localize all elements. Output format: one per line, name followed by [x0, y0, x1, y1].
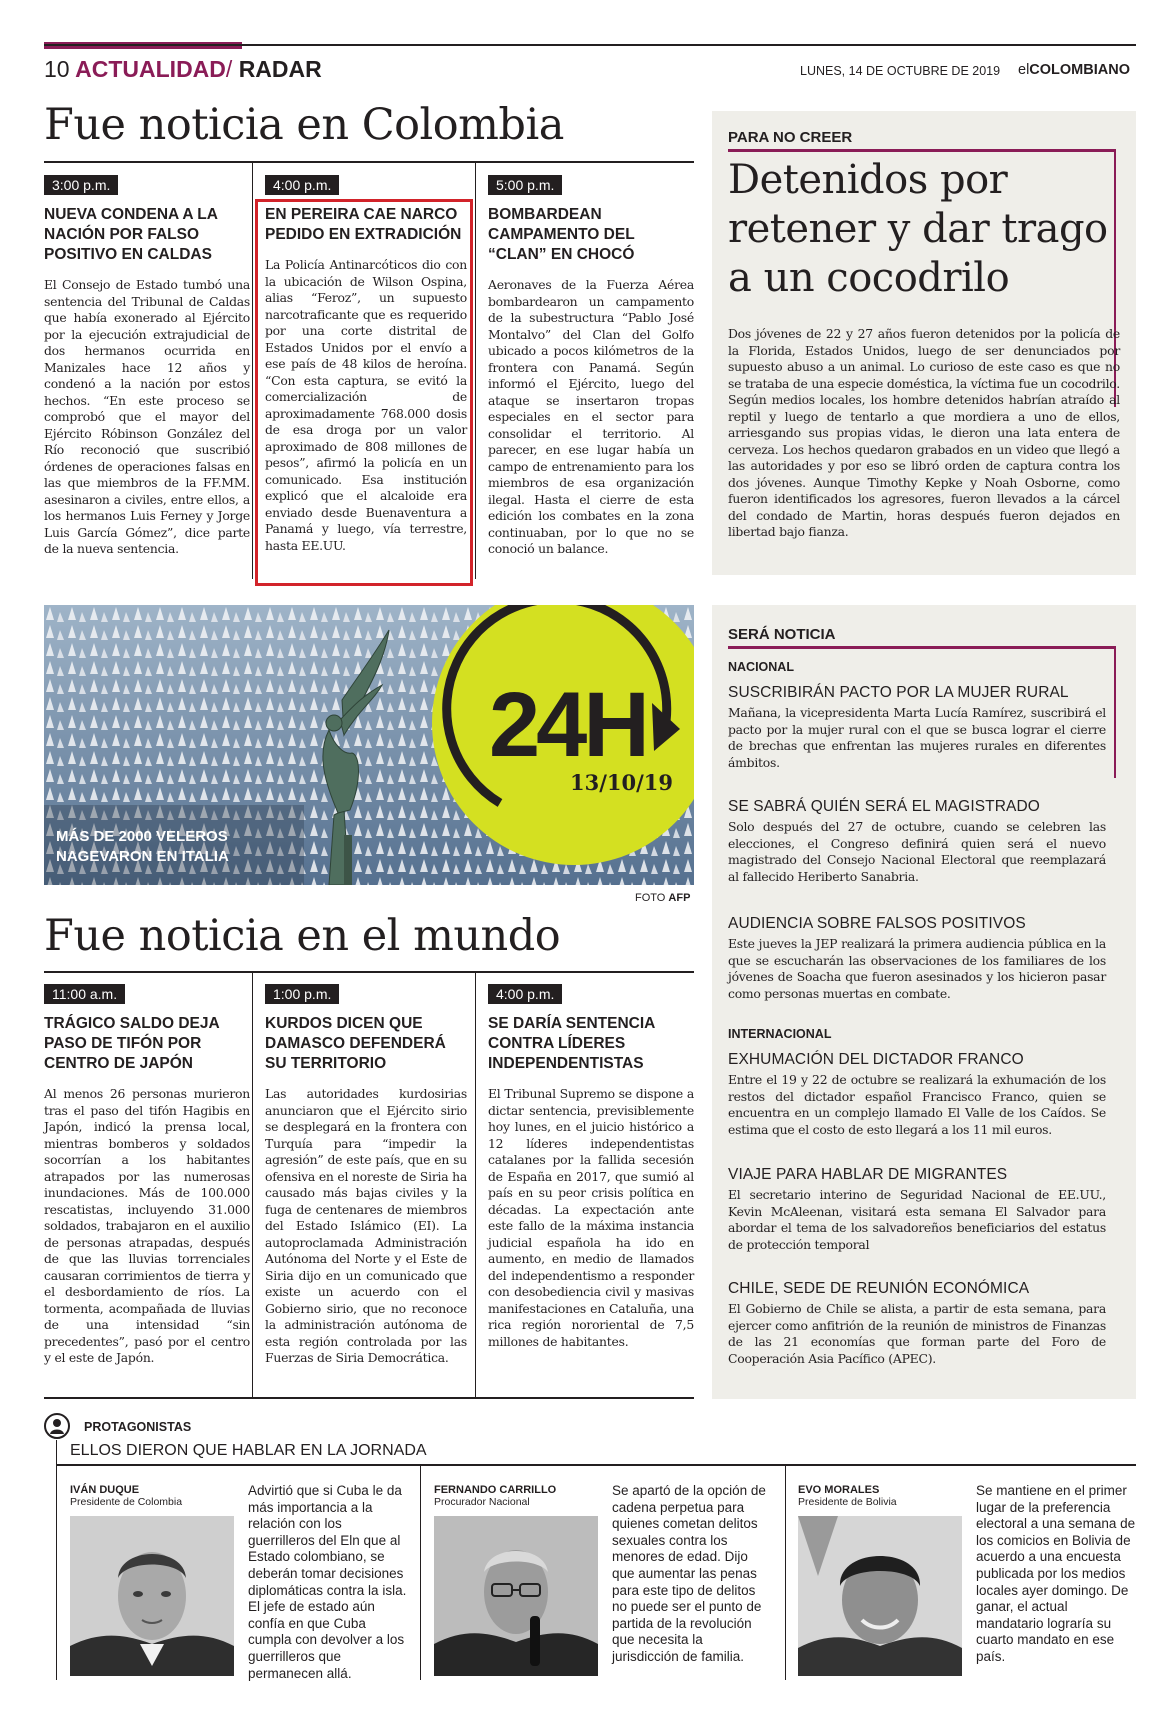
page-number: 10: [44, 56, 70, 82]
para-no-creer-label: PARA NO CREER: [728, 129, 853, 146]
protagonist-role: Presidente de Colombia: [70, 1496, 183, 1508]
story-body: El Tribunal Supremo se dispone a dictar sentencia, previsiblemente hoy lunes, en el juicio histórico a 12 líderes independentistas catalanes por la fallida secesión de España en 2017, que sumió al país en su peor crisis política en décadas. La expectación ante este fallo de la máxima instancia judicial española ha ido en aumento, en medio de llamados del independentismo a responder con desobediencia civil y masivas manifestaciones en Cataluña, una rica región nororiental de 7,5 millones de habitantes.: [488, 1086, 694, 1349]
story-body: Las autoridades kurdosirias anunciaron que el Ejército sirio se desplegará en la frontera con Turquía para “impedir la agresión” de este país, que en su ofensiva en el noreste de Siria ha causado más bajas civiles y la fuga de centenares de miembros del Estado Islámico (EI). La autoproclamada Administración Autónoma del Norte y el Este de Siria dijo en un comunicado que existe un acuerdo con el Gobierno sirio, que no reconoce la administración autónoma de esta región controlada por las Fuerzas de Siria Democrática.: [265, 1086, 467, 1365]
colombia-rule: [44, 161, 694, 163]
internacional-item: [728, 1166, 1106, 1253]
issue-date: LUNES, 14 DE OCTUBRE DE 2019: [800, 64, 1001, 78]
protagonist-name: IVÁN DUQUE: [70, 1484, 140, 1496]
section-name: ACTUALIDAD: [75, 56, 226, 82]
mundo-bottom-rule: [44, 1397, 694, 1399]
duque-portrait: [70, 1516, 234, 1676]
morales-portrait: [798, 1516, 962, 1676]
item-title: AUDIENCIA SOBRE FALSOS POSITIVOS: [728, 915, 1026, 932]
mundo-rule: [44, 971, 694, 973]
protagonist-quote: Se mantiene en el primer lugar de la preferencia electoral a una semana de los comicios en Bolivia de acuerdo a una encuesta publicada por los medios locales ayer domingo. De ganar, el actual mandatario lograría su cuarto mandato en ese país.: [976, 1483, 1136, 1664]
story-headline: TRÁGICO SALDO DEJA PASO DE TIFÓN POR CENTRO DE JAPÓN: [44, 1015, 220, 1072]
sera-noticia-box: [712, 605, 1136, 1399]
mundo-section-title: Fue noticia en el mundo: [44, 911, 561, 961]
box-accent-rule: [728, 149, 1116, 152]
nacional-item: [728, 798, 1106, 885]
column-divider: [475, 161, 476, 579]
box-accent-vrule: [1114, 646, 1116, 778]
photo-caption: MÁS DE 2000 VELEROS NAGEVARON EN ITALIA: [56, 828, 229, 865]
column-divider: [475, 971, 476, 1398]
mundo-story-2: [265, 984, 467, 1367]
para-no-creer-body: Dos jóvenes de 22 y 27 años fueron detenidos por la policía de la Florida, Estados Unidos, luego de ser denunciados por supuesto abuso a un animal. Lo curioso de este caso es que no se trataba de una especie doméstica, la víctima fue un cocodrilo. Según medios locales, los hombre detenidos habrían atraído al reptil y luego de tentarlo a que mordiera a uno de ellos, arriesgando sus propias vidas, le dieron una lata entera de cerveza. Los hechos quedaron grabados en un video que llegó a las autoridades y por eso se libró orden de captura contra los dos jóvenes. Aunque Timothy Kepke y Noah Osborne, como fueron identificados los agresores, fueron llevados a la cárcel del condado de Martin, horas después fueron dejados en libertad bajo fianza.: [728, 326, 1120, 539]
story-headline: EN PEREIRA CAE NARCO PEDIDO EN EXTRADICIÓN: [265, 206, 462, 243]
item-body: El secretario interino de Seguridad Nacional de EE.UU., Kevin McAleenan, visitará esta semana El Salvador para abordar el tema de los salvadoreños beneficiarios del estatus de protección temporal: [728, 1187, 1106, 1252]
person-icon: [44, 1413, 70, 1439]
story-headline: BOMBARDEAN CAMPAMENTO DEL “CLAN” EN CHOCÓ: [488, 206, 635, 263]
internacional-item: [728, 1051, 1106, 1138]
item-title: EXHUMACIÓN DEL DICTADOR FRANCO: [728, 1051, 1024, 1068]
protagonist-quote: Se apartó de la opción de cadena perpetua para quienes cometan delitos sexuales contra los menores de edad. Dijo que aumentar las penas para este tipo de delitos no puede ser el punto de partida de la revolución que necesita la jurisdicción de familia.: [612, 1483, 766, 1664]
sailboats-photo: [44, 605, 694, 885]
protagonistas-vrule: [56, 1440, 57, 1680]
highlight-box: [255, 199, 473, 586]
protagonistas-rule: [56, 1464, 1136, 1466]
story-time: 1:00 p.m.: [265, 984, 339, 1004]
para-no-creer-box: [712, 111, 1136, 575]
story-headline: KURDOS DICEN QUE DAMASCO DEFENDERÁ SU TERRITORIO: [265, 1015, 446, 1072]
protagonist-morales: [798, 1484, 897, 1508]
nacional-item: [728, 684, 1106, 771]
protagonist-quote: Advirtió que si Cuba le da más importancia a la relación con los guerrilleros del Eln que al Estado colombiano, se deberán tomar decisiones diplomáticas contra la isla. El jefe de estado aún confía en que Cuba cumpla con devolver a los guerrilleros que permanecen allá.: [248, 1483, 407, 1681]
photo-credit: FOTO AFP: [635, 892, 691, 904]
item-body: El Gobierno de Chile se alista, a partir de esta semana, para ejercer como anfitrión de la reunión de ministros de Finanzas de las 21 economías que forman parte del Foro de Cooperación Asia Pacífico (APEC).: [728, 1301, 1106, 1366]
item-body: Este jueves la JEP realizará la primera audiencia pública en la que se escucharán las observaciones de los familiares de los jóvenes de Soacha que fueron asesinados y los hicieron pasar como personas muertas en combate.: [728, 936, 1106, 1001]
mundo-story-3: [488, 984, 694, 1350]
item-body: Solo después del 27 de octubre, cuando se celebren las elecciones, el Congreso definirá quien será el nuevo magistrado del Consejo Nacional Electoral que reemplazará al fallecido Heriberto Sanabria.: [728, 819, 1106, 884]
story-headline: SE DARÍA SENTENCIA CONTRA LÍDERES INDEPENDENTISTAS: [488, 1015, 655, 1072]
story-headline: NUEVA CONDENA A LA NACIÓN POR FALSO POSITIVO EN CALDAS: [44, 206, 218, 263]
brand-logo: elCOLOMBIANO: [1018, 62, 1130, 78]
protagonistas-label: PROTAGONISTAS: [84, 1420, 192, 1434]
carrillo-portrait: [434, 1516, 598, 1676]
subsection-name: RADAR: [238, 56, 322, 82]
protagonist-role: Presidente de Bolivia: [798, 1496, 897, 1508]
header-rule: [44, 44, 1136, 46]
column-divider: [252, 971, 253, 1398]
item-body: Mañana, la vicepresidenta Marta Lucía Ramírez, suscribirá el pacto por la mujer rural con el que se busca lograr el cierre de brechas que enfrentan las mujeres rurales en diferentes ámbitos.: [728, 705, 1106, 770]
story-time: 4:00 p.m.: [265, 175, 339, 195]
nacional-item: [728, 915, 1106, 1002]
colombia-story-3: [488, 175, 694, 558]
para-no-creer-headline: Detenidos por retener y dar trago a un cocodrilo: [728, 157, 1108, 301]
item-title: SUSCRIBIRÁN PACTO POR LA MUJER RURAL: [728, 684, 1069, 701]
story-time: 5:00 p.m.: [488, 175, 562, 195]
nacional-label: NACIONAL: [728, 660, 794, 674]
column-divider: [785, 1464, 786, 1680]
internacional-label: INTERNACIONAL: [728, 1027, 832, 1041]
item-title: SE SABRÁ QUIÉN SERÁ EL MAGISTRADO: [728, 798, 1040, 815]
protagonistas-subtitle: ELLOS DIERON QUE HABLAR EN LA JORNADA: [70, 1442, 427, 1459]
protagonist-role: Procurador Nacional: [434, 1496, 530, 1508]
story-time: 3:00 p.m.: [44, 175, 118, 195]
column-divider: [420, 1464, 421, 1680]
colombia-story-1: [44, 175, 250, 558]
story-body: Al menos 26 personas murieron tras el paso del tifón Hagibis en Japón, indicó la prensa local, mientras bomberos y soldados socorrían a los habitantes atrapados por las numerosas inundaciones. Más de 100.000 rescatistas, incluyendo 31.000 soldados, trabajaron en el auxilio de personas atrapadas, después de que las lluvias torrenciales causaran corrimientos de tierra y el desbordamiento de ríos. La tormenta, acompañada de lluvias de una intensidad “sin precedentes”, pasó por el centro y el este de Japón.: [44, 1086, 250, 1365]
section-slash: /: [225, 56, 233, 82]
column-divider: [252, 161, 253, 579]
colombia-section-title: Fue noticia en Colombia: [44, 100, 564, 150]
story-time: 4:00 p.m.: [488, 984, 562, 1004]
story-time: 11:00 a.m.: [44, 984, 125, 1004]
protagonist-name: FERNANDO CARRILLO: [434, 1484, 557, 1496]
page-header: [44, 56, 322, 83]
protagonist-name: EVO MORALES: [798, 1484, 880, 1496]
box-accent-rule: [728, 646, 1116, 649]
internacional-item: [728, 1280, 1106, 1367]
mundo-story-1: [44, 984, 250, 1367]
story-body: Aeronaves de la Fuerza Aérea bombardearon un campamento de la subestructura “Pablo José Montalvo” del Clan del Golfo ubicado a pocos kilómetros de la frontera con Panamá. Según informó el Ejército, luego del ataque se insertaron tropas especiales en el sector para consolidar el territorio. Al parecer, en ese lugar había un campo de entrenamiento para los miembros de esa organización ilegal. Hasta el cierre de esta edición los combates en la zona continuaban, por lo que no se conoció un balance.: [488, 277, 694, 556]
sera-noticia-label: SERÁ NOTICIA: [728, 626, 836, 643]
item-body: Entre el 19 y 22 de octubre se realizará la exhumación de los restos del dictador español Francisco Franco, quien se encuentra en un complejo llamado El Valle de los Caídos. Se estima que el costo de esto llegará a los 11 mil euros.: [728, 1072, 1106, 1137]
story-body: El Consejo de Estado tumbó una sentencia del Tribunal de Caldas que había exonerado al Ejército por la ejecución extrajudicial de dos hermanos ocurrida en Manizales hace 12 años y condenó a la nación por estos hechos. “En este proceso se comprobó que el mayor del Ejército Róbinson González del Río reconoció que suscribió órdenes de operaciones falsas en las que miembros de la FF.MM. asesinaron a civiles, entre ellos, a los hermanos Luis Ferney y Jorge Luis García Gómez”, dice parte de la nueva sentencia.: [44, 277, 250, 556]
story-body: La Policía Antinarcóticos dio con la ubicación de Wilson Ospina, alias “Feroz”, un supuesto narcotraficante que es requerido por una corte distrital de Estados Unidos por el envío a ese país de 48 kilos de heroína. “Con esta captura, se evitó la comercialización de aproximadamente 768.000 dosis de esa droga por un valor aproximado de 808 millones de pesos”, afirmó la policía en un comunicado. Esa institución explicó que el alcaloide era enviado desde Buenaventura a Panamá y luego, vía terrestre, hasta EE.UU.: [265, 257, 467, 553]
protagonist-carrillo: [434, 1484, 556, 1508]
24h-label: 24H: [489, 674, 646, 776]
item-title: CHILE, SEDE DE REUNIÓN ECONÓMICA: [728, 1280, 1030, 1297]
protagonist-duque: [70, 1484, 182, 1508]
24h-date: 13/10/19: [570, 770, 674, 795]
item-title: VIAJE PARA HABLAR DE MIGRANTES: [728, 1166, 1008, 1183]
